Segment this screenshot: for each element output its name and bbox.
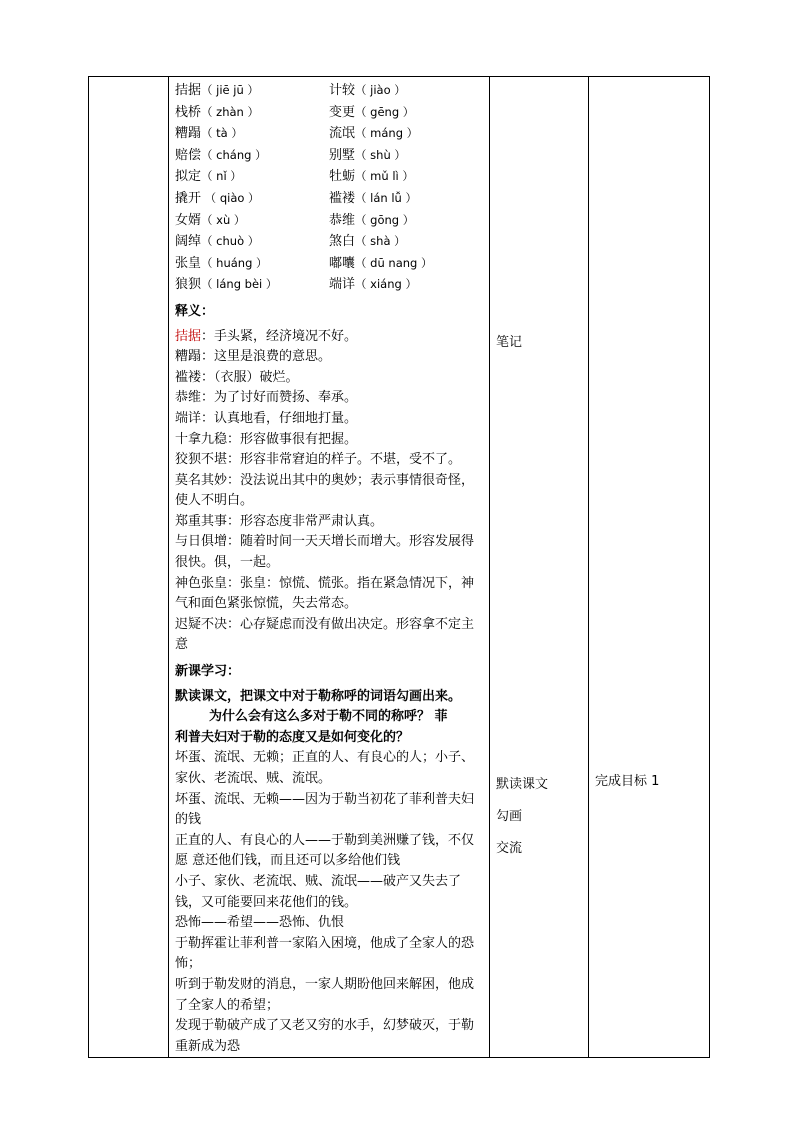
activity-body <box>490 77 588 865</box>
reading-task: 默读课文，把课文中对于勒称呼的词语勾画出来。 <box>175 688 462 704</box>
vocab-pinyin: （ nǐ ） <box>201 169 242 184</box>
lesson-table <box>88 76 710 1058</box>
activity-item: 勾画 <box>496 809 523 824</box>
vocab-pinyin: （ cháng ） <box>201 147 267 162</box>
activity-note: 笔记 <box>496 335 523 350</box>
vocab-row <box>175 145 485 167</box>
answer-item: 于勒挥霍让菲利普一家陷入困境，他成了全家人的恐怖； <box>175 935 475 972</box>
content-column <box>169 77 490 1058</box>
vocab-pinyin: （ lán lǚ ） <box>355 190 417 205</box>
vocab-pinyin: （ gēng ） <box>355 104 415 119</box>
content-body <box>169 77 489 1057</box>
vocab-row <box>175 166 485 188</box>
vocab-row <box>175 274 485 296</box>
vocab-word: 计较 <box>329 83 356 98</box>
vocab-row <box>175 253 485 275</box>
vocab-word: 糟蹋 <box>175 126 202 142</box>
definition-term: 拮据 <box>175 328 202 344</box>
definition-list <box>175 327 485 657</box>
vocab-pinyin: （ qiào ） <box>201 190 260 205</box>
vocab-pinyin: （ shà ） <box>355 234 406 249</box>
vocab-pinyin: （ tà ） <box>201 126 243 141</box>
question-line: 为什么会有这么多对于勒不同的称呼？ 菲 <box>209 709 448 725</box>
answer-item: 听到于勒发财的消息，一家人期盼他回来解困，他成了全家人的希望； <box>175 976 475 1013</box>
vocab-word: 变更 <box>329 104 356 120</box>
answer-list <box>175 748 485 1057</box>
vocab-word: 赔偿 <box>175 147 202 163</box>
answer-item: 小子、家伙、老流氓、贼、流氓——破产又失去了钱，又可能要回来花他们的钱。 <box>175 873 462 910</box>
vocab-word: 褴褛 <box>329 190 356 206</box>
definition-item: 糟蹋：这里是浪费的意思。 <box>175 349 332 365</box>
vocab-pinyin: （ xù ） <box>201 212 246 227</box>
goal-column <box>589 77 710 1058</box>
vocab-word: 栈桥 <box>175 104 202 120</box>
vocab-row <box>175 231 485 253</box>
definition-item: 郑重其事：形容态度非常严肃认真。 <box>175 513 384 529</box>
definition-item: 十拿九稳：形容做事很有把握。 <box>175 431 358 447</box>
definition-item: 恭维：为了讨好而赞扬、奉承。 <box>175 390 358 406</box>
definition-item: 迟疑不决：心存疑虑而没有做出决定。形容拿不定主意 <box>175 616 475 653</box>
vocab-row <box>175 80 485 102</box>
activity-item: 交流 <box>496 841 523 856</box>
vocab-pinyin: （ gōng ） <box>355 212 415 227</box>
vocab-pinyin: （ dū nang ） <box>355 255 433 270</box>
answer-item: 正直的人、有良心的人——于勒到美洲赚了钱，不仅愿 意还他们钱，而且还可以多给他们钱 <box>175 832 475 869</box>
definition-item: 神色张皇：张皇：惊慌、慌张。指在紧急情况下，神气和面色紧张惊慌，失去常态。 <box>175 575 475 612</box>
vocab-word: 别墅 <box>329 147 356 163</box>
vocab-word: 狼狈 <box>175 277 202 293</box>
vocab-row <box>175 102 485 124</box>
vocab-pinyin: （ jiào ） <box>355 83 406 97</box>
vocab-pinyin: （ shù ） <box>355 147 406 162</box>
new-lesson-heading: 新课学习： <box>175 664 241 680</box>
vocab-pinyin: （ chuò ） <box>201 234 260 249</box>
vocab-pinyin: （ xiáng ） <box>355 277 417 292</box>
answer-item: 恐怖——希望——恐怖、仇恨 <box>175 915 345 931</box>
vocab-pinyin: （ láng bèi ） <box>201 277 278 292</box>
definition-item <box>175 327 485 348</box>
vocab-row <box>175 210 485 232</box>
vocab-word: 拟定 <box>175 169 202 185</box>
activity-column <box>490 77 589 1058</box>
explain-heading: 释义： <box>175 303 215 319</box>
definition-text: ：手头紧，经济境况不好。 <box>201 328 358 344</box>
vocab-row <box>175 123 485 145</box>
blank-column <box>89 77 169 1058</box>
goal-text: 完成目标 1 <box>595 774 660 789</box>
vocab-word: 张皇 <box>175 255 202 271</box>
activity-list <box>496 769 588 865</box>
vocab-pinyin: （ máng ） <box>355 126 419 141</box>
vocab-row <box>175 188 485 210</box>
definition-item: 端详：认真地看，仔细地打量。 <box>175 410 358 426</box>
definition-item: 狡狈不堪：形容非常窘迫的样子。不堪，受不了。 <box>175 452 462 468</box>
vocab-pinyin: （ zhàn ） <box>201 104 259 119</box>
vocab-list <box>175 80 485 296</box>
answer-item: 坏蛋、流氓、无赖；正直的人、有良心的人；小子、家伙、老流氓、贼、流氓。 <box>175 750 475 786</box>
vocab-word: 牡蛎 <box>329 169 356 185</box>
answer-item: 坏蛋、流氓、无赖——因为于勒当初花了菲利普夫妇的钱 <box>175 791 475 828</box>
vocab-word: 阔绰 <box>175 234 202 250</box>
definition-item: 褴褛：（衣服）破烂。 <box>175 369 299 385</box>
answer-item: 发现于勒破产成了又老又穷的水手，幻梦破灭，于勒重新成为恐 <box>175 1018 475 1054</box>
vocab-word: 端详 <box>329 277 356 293</box>
activity-item: 默读课文 <box>496 777 549 792</box>
vocab-pinyin: （ mǔ lì ） <box>355 169 414 184</box>
vocab-word: 嘟囔 <box>329 255 356 271</box>
vocab-word: 煞白 <box>329 234 356 250</box>
question-line: 利普夫妇对于勒的态度又是如何变化的？ <box>175 729 410 745</box>
vocab-word: 流氓 <box>329 126 356 142</box>
definition-item: 莫名其妙：没法说出其中的奥妙；表示事情很奇怪，使人不明白。 <box>175 472 475 509</box>
vocab-pinyin: （ jiē jū ） <box>201 83 259 97</box>
vocab-word: 女婿 <box>175 212 202 228</box>
vocab-word: 恭维 <box>329 212 356 228</box>
vocab-pinyin: （ huáng ） <box>201 255 268 270</box>
definition-item: 与日俱增：随着时间一天天增长而增大。形容发展得很快。俱，一起。 <box>175 534 475 571</box>
vocab-word: 撬开 <box>175 190 202 206</box>
vocab-word: 拮据 <box>175 83 202 98</box>
